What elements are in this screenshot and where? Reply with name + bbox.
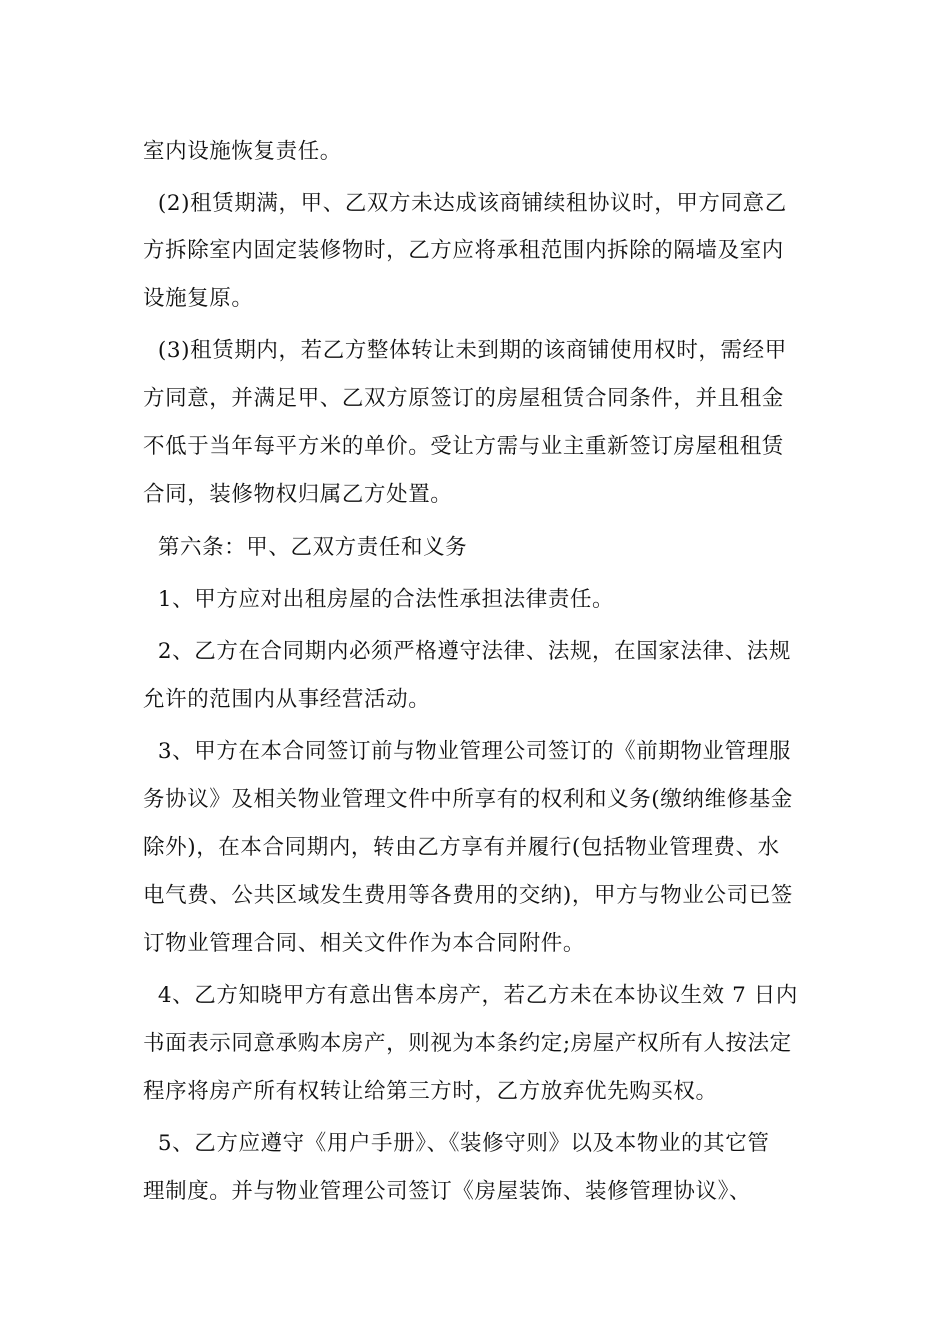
section-heading: 第六条：甲、乙双方责任和义务	[143, 535, 468, 560]
text-line: 不低于当年每平方米的单价。受让方需与业主重新签订房屋租租赁	[143, 434, 784, 459]
text-line: 1、甲方应对出租房屋的合法性承担法律责任。	[143, 587, 615, 612]
text-line: 理制度。并与物业管理公司签订《房屋装饰、装修管理协议》、	[143, 1179, 752, 1204]
text-line: 电气费、公共区域发生费用等各费用的交纳)，甲方与物业公司已签	[143, 883, 793, 908]
text-line: 5、乙方应遵守《用户手册》、《装修守则》以及本物业的其它管	[143, 1131, 770, 1156]
text-line: 设施复原。	[143, 286, 254, 311]
text-line: (3)租赁期内，若乙方整体转让未到期的该商铺使用权时，需经甲	[143, 338, 787, 363]
text-line: 3、甲方在本合同签订前与物业管理公司签订的《前期物业管理服	[143, 739, 791, 764]
text-line: 除外)，在本合同期内，转由乙方享有并履行(包括物业管理费、水	[143, 835, 780, 860]
text-line: 4、乙方知晓甲方有意出售本房产，若乙方未在本协议生效 7 日内	[143, 983, 798, 1008]
text-line: 合同，装修物权归属乙方处置。	[143, 482, 453, 507]
text-line: 允许的范围内从事经营活动。	[143, 687, 431, 712]
text-line: 方同意，并满足甲、乙双方原签订的房屋租赁合同条件，并且租金	[143, 386, 784, 411]
text-line: 书面表示同意承购本房产，则视为本条约定;房屋产权所有人按法定	[143, 1031, 792, 1056]
text-line: 方拆除室内固定装修物时，乙方应将承租范围内拆除的隔墙及室内	[143, 238, 784, 263]
text-line: (2)租赁期满，甲、乙双方未达成该商铺续租协议时，甲方同意乙	[143, 191, 787, 216]
text-line: 订物业管理合同、相关文件作为本合同附件。	[143, 931, 586, 956]
text-line: 务协议》及相关物业管理文件中所享有的权利和义务(缴纳维修基金	[143, 787, 793, 812]
text-line: 室内设施恢复责任。	[143, 139, 342, 164]
text-line: 程序将房产所有权转让给第三方时，乙方放弃优先购买权。	[143, 1079, 718, 1104]
text-line: 2、乙方在合同期内必须严格遵守法律、法规，在国家法律、法规	[143, 639, 791, 664]
